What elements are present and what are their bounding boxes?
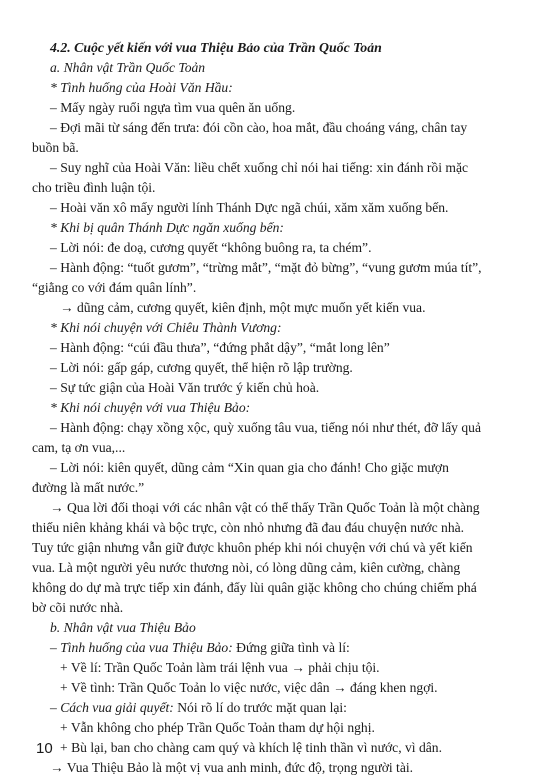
paragraph-line: – Sự tức giận của Hoài Văn trước ý kiến chủ hoà.	[50, 380, 320, 395]
situation-heading: * Tình huống của Hoài Văn Hầu:	[50, 80, 233, 95]
paragraph-line: – Lời nói: đe doạ, cương quyết “không buông ra, ta chém”.	[50, 240, 372, 255]
paragraph-line: bờ cõi nước nhà.	[32, 600, 124, 615]
chieu-thanh-vuong-heading: * Khi nói chuyện với Chiêu Thành Vương:	[50, 320, 282, 335]
resolution-point: + Bù lại, ban cho chàng cam quý và khích lệ tinh thần vì nước, vì dân.	[60, 740, 442, 755]
subsection-a-title: a. Nhân vật Trần Quốc Toản	[50, 60, 206, 75]
subsection-b-title: b. Nhân vật vua Thiệu Bảo	[50, 620, 196, 635]
king-situation-label: – Tình huống của vua Thiệu Bảo:	[50, 640, 233, 655]
paragraph-line: – Mấy ngày ruổi ngựa tìm vua quên ăn uống.	[50, 100, 296, 115]
paragraph-line: – Hoài văn xô mấy người lính Thánh Dực ngã chúi, xăm xăm xuống bến.	[50, 200, 449, 215]
reason-line: + Về lí: Trần Quốc Toản làm trái lệnh vua → phải chịu tội.	[60, 660, 380, 675]
conclusion-line: → Vua Thiệu Bảo là một vị vua anh minh, đức độ, trọng người tài.	[50, 760, 414, 775]
paragraph-line: thiếu niên khảng khái và bộc trực, còn nhỏ nhưng đã đau đáu chuyện nước nhà.	[32, 520, 465, 535]
paragraph-line: không do dự mà trực tiếp xin đánh, đẩy lùi quân giặc không cho chúng chiếm phá	[32, 580, 477, 595]
blocked-heading: * Khi bị quân Thánh Dực ngăn xuống bến:	[50, 220, 284, 235]
paragraph-line: vua. Là một người yêu nước thương nòi, có lòng dũng cảm, kiên cường, chàng	[32, 560, 461, 575]
paragraph-line: cam, tạ ơn vua,...	[32, 440, 126, 455]
page-content	[32, 38, 506, 778]
resolution-point: + Vẫn không cho phép Trần Quốc Toản tham dự hội nghị.	[60, 720, 375, 735]
resolution-line	[32, 698, 506, 718]
king-situation-line	[32, 638, 506, 658]
paragraph-line: – Hành động: “cúi đầu thưa”, “đứng phắt dậy”, “mắt long lên”	[50, 340, 390, 355]
paragraph-line: – Lời nói: gấp gáp, cương quyết, thể hiện rõ lập trường.	[50, 360, 353, 375]
paragraph-line: → dũng cảm, cương quyết, kiên định, một mực muốn yết kiến vua.	[60, 300, 426, 315]
sentiment-line: + Về tình: Trần Quốc Toản lo việc nước, việc dân → đáng khen ngợi.	[60, 680, 438, 695]
resolution-text: Nói rõ lí do trước mặt quan lại:	[173, 700, 347, 715]
paragraph-line: “giằng co với đám quân lính”.	[32, 280, 197, 295]
paragraph-line: buồn bã.	[32, 140, 79, 155]
page-number: 10	[36, 740, 53, 757]
paragraph-line: – Hành động: “tuốt gươm”, “trừng mắt”, “mặt đỏ bừng”, “vung gươm múa tít”,	[50, 260, 482, 275]
paragraph-line: – Lời nói: kiên quyết, dũng cảm “Xin quan gia cho đánh! Cho giặc mượn	[50, 460, 449, 475]
resolution-label: – Cách vua giải quyết:	[50, 700, 174, 715]
paragraph-line: Tuy tức giận nhưng vẫn giữ được khuôn phép khi nói chuyện với chú và yết kiến	[32, 540, 473, 555]
section-title: 4.2. Cuộc yết kiến với vua Thiệu Bảo của Trần Quốc Toản	[50, 40, 382, 55]
paragraph-line: → Qua lời đối thoại với các nhân vật có thể thấy Trần Quốc Toản là một chàng	[50, 500, 480, 515]
king-situation-text: Đứng giữa tình và lí:	[232, 640, 350, 655]
paragraph-line: – Hành động: chạy xồng xộc, quỳ xuống tâu vua, tiếng nói như thét, đỡ lấy quả	[50, 420, 481, 435]
paragraph-line: – Đợi mãi từ sáng đến trưa: đói cồn cào, hoa mắt, đầu choáng váng, chân tay	[50, 120, 468, 135]
paragraph-line: – Suy nghĩ của Hoài Văn: liều chết xuống chỉ nói hai tiếng: xin đánh rồi mặc	[50, 160, 469, 175]
paragraph-line: đường là mất nước.”	[32, 480, 145, 495]
king-heading: * Khi nói chuyện với vua Thiệu Bảo:	[50, 400, 251, 415]
paragraph-line: cho triều đình luận tội.	[32, 180, 156, 195]
